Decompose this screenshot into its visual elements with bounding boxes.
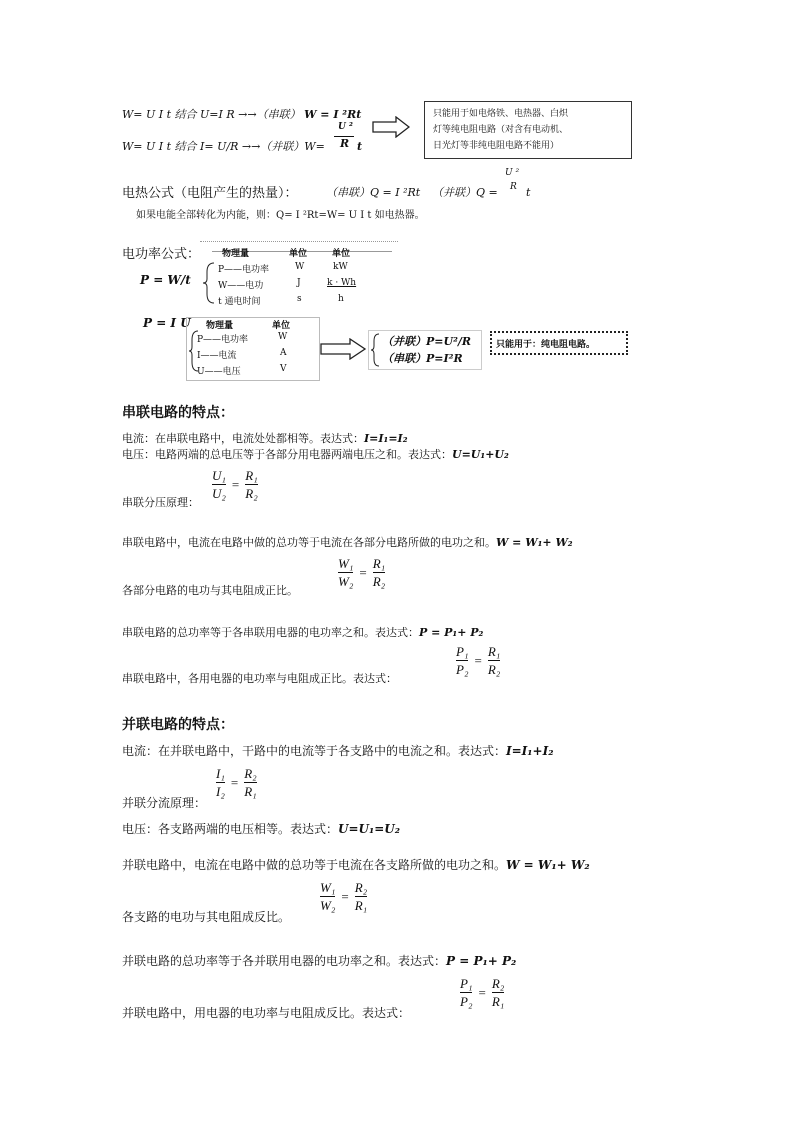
series-current xyxy=(122,430,408,446)
note-box-line1: 只能用于如电烙铁、电热器、白炽 xyxy=(433,109,569,119)
fraction-r xyxy=(245,468,257,501)
numerator: W₁ xyxy=(320,880,336,895)
series-voltage-expr: U=U₁+U₂ xyxy=(452,448,509,461)
power-table2-row3-quantity: U——电压 xyxy=(197,367,241,377)
formula-line-series xyxy=(122,106,361,122)
parallel-work-ratio-formula: $\frac{\text{W₁}}{\text{W₂}}$ = $\frac{\text{R₂}}{\text{R₁}}$ xyxy=(320,880,368,913)
series-power-text: 串联电路的总功率等于各串联用电器的电功率之和。表达式： xyxy=(122,626,419,639)
heat-parallel-den: R xyxy=(510,182,517,192)
series-power-ratio-formula: $\frac{\text{P₁}}{\text{P₂}}$ = $\frac{\text{R₁}}{\text{R₂}}$ xyxy=(456,644,501,677)
power-table2-row1-quantity: P——电功率 xyxy=(197,335,249,345)
note-box-line2: 灯等纯电阻电路（对含有电动机、 xyxy=(433,125,569,135)
fraction-r xyxy=(488,644,500,677)
power-table1-row2-quantity: W——电功 xyxy=(218,281,264,291)
series-work-ratio: 各部分电路的电功与其电阻成正比。 xyxy=(122,584,298,597)
series-divide-label: 串联分压原理： xyxy=(122,496,199,509)
denominator: W₂ xyxy=(320,898,336,913)
parallel-power-text: 并联电路的总功率等于各并联用电器的电功率之和。表达式： xyxy=(122,954,447,968)
parallel-divide-label: 并联分流原理： xyxy=(122,796,207,810)
numerator: P₁ xyxy=(460,976,473,991)
power-dotted-rule xyxy=(200,241,398,242)
denominator: R₁ xyxy=(491,994,505,1009)
heat-formula-title: 电热公式（电阻产生的热量）： xyxy=(122,186,298,201)
series-section-title: 串联电路的特点： xyxy=(122,405,234,421)
formula-parallel-t: t xyxy=(357,140,363,153)
power-table1-row3-unit1: s xyxy=(297,294,302,304)
power-result-parallel: （并联）P=U²/R xyxy=(382,335,472,348)
power-table1-brace xyxy=(202,262,216,307)
parallel-current-text: 电流：在并联电路中，干路中的电流等于各支路中的电流之和。表达式： xyxy=(122,744,507,758)
series-work xyxy=(122,534,573,550)
formula-line-parallel-left: W= U I t 结合 I= U/R →→（并联）W= xyxy=(122,140,325,153)
denominator: R₁ xyxy=(244,784,257,799)
numerator: R₁ xyxy=(487,644,501,659)
formula-parallel-den: R xyxy=(340,137,350,150)
hollow-arrow-icon xyxy=(320,338,366,360)
power-table1-row2-unit2: k · Wh xyxy=(327,278,357,288)
note-box-line3: 日光灯等非纯电阻电路不能用） xyxy=(433,141,560,151)
denominator: I₂ xyxy=(216,784,225,799)
series-work-expr: W = W₁+ W₂ xyxy=(496,536,573,549)
denominator: W₂ xyxy=(338,574,354,589)
power-table2-header-quantity: 物理量 xyxy=(206,321,234,331)
series-work-ratio-formula: $\frac{\text{W₁}}{\text{W₂}}$ = $\frac{\text{R₁}}{\text{R₂}}$ xyxy=(338,556,386,589)
parallel-section-title: 并联电路的特点： xyxy=(122,717,234,733)
parallel-work xyxy=(122,856,590,873)
power-table1-header-unit2: 单位 xyxy=(332,249,351,259)
numerator: I₁ xyxy=(216,766,225,781)
parallel-voltage-text: 电压：各支路两端的电压相等。表达式： xyxy=(122,822,339,836)
formula-parallel-num: U ² xyxy=(338,122,353,132)
pure-resistance-note: 只能用于：纯电阻电路。 xyxy=(496,340,596,350)
power-formula-p-ui: P = I U xyxy=(143,316,191,330)
numerator: U₁ xyxy=(212,468,226,483)
power-table2-row3-unit: V xyxy=(280,364,287,374)
parallel-voltage xyxy=(122,820,400,837)
heat-formula-series: （串联）Q = I ²Rt xyxy=(326,186,421,199)
hollow-arrow-icon xyxy=(372,116,410,138)
power-table1-row3-quantity: t 通电时间 xyxy=(218,297,261,307)
power-table1-row3-unit2: h xyxy=(338,294,344,304)
parallel-work-ratio: 各支路的电功与其电阻成反比。 xyxy=(122,910,291,924)
parallel-work-expr: W = W₁+ W₂ xyxy=(506,858,590,872)
series-power xyxy=(122,624,483,640)
denominator: U₂ xyxy=(212,486,226,501)
heat-formula-parallel: （并联）Q = xyxy=(432,186,498,199)
power-table1-row2-unit1: J xyxy=(297,278,301,288)
power-table1-row1-unit2: kW xyxy=(333,262,348,272)
power-table2-row2-unit: A xyxy=(280,348,287,358)
heat-parallel-num: U ² xyxy=(505,168,520,178)
numerator: R₂ xyxy=(491,976,505,991)
fraction-w xyxy=(320,880,335,913)
formula-w-i2rt: W = I ²Rt xyxy=(304,108,362,121)
power-table1-row1-quantity: P——电功率 xyxy=(218,265,270,275)
numerator: P₁ xyxy=(456,644,469,659)
series-voltage xyxy=(122,446,509,462)
series-current-expr: I=I₁=I₂ xyxy=(364,432,408,445)
numerator: R₁ xyxy=(245,468,258,483)
power-table2-header-unit: 单位 xyxy=(272,321,291,331)
numerator: R₂ xyxy=(354,880,368,895)
denominator: P₂ xyxy=(456,662,469,677)
series-voltage-divider-formula: $\frac{\text{U₁}}{\text{U₂}}$ = $\frac{\text{R₁}}{\text{R₂}}$ xyxy=(212,468,258,501)
fraction-p xyxy=(456,644,468,677)
fraction-u xyxy=(212,468,226,501)
fraction-r xyxy=(373,556,385,589)
denominator: R₁ xyxy=(354,898,368,913)
series-power-ratio: 串联电路中，各用电器的电功率与电阻成正比。表达式： xyxy=(122,672,397,685)
series-work-text: 串联电路中，电流在电路中做的总功等于电流在各部分电路所做的电功之和。 xyxy=(122,536,496,549)
parallel-current-expr: I=I₁+I₂ xyxy=(506,744,554,758)
fraction-r xyxy=(492,976,504,1009)
series-current-text: 电流：在串联电路中，电流处处都相等。表达式： xyxy=(122,432,364,445)
note-box-pure-resistance xyxy=(424,101,632,159)
denominator: R₂ xyxy=(487,662,501,677)
parallel-current xyxy=(122,742,553,759)
numerator: R₁ xyxy=(372,556,386,571)
fraction-i xyxy=(216,766,225,799)
series-power-expr: P = P₁+ P₂ xyxy=(419,626,484,639)
fraction-r xyxy=(355,880,367,913)
denominator: P₂ xyxy=(460,994,473,1009)
parallel-work-text: 并联电路中，电流在电路中做的总功等于电流在各支路所做的电功之和。 xyxy=(122,858,507,872)
formula-line-parallel xyxy=(122,138,325,154)
numerator: R₂ xyxy=(244,766,257,781)
series-voltage-text: 电压：电路两端的总电压等于各部分用电器两端电压之和。表达式： xyxy=(122,448,452,461)
denominator: R₂ xyxy=(372,574,386,589)
pure-resistance-note-box xyxy=(490,331,628,355)
heat-formula-note: 如果电能全部转化为内能，则：Q= I ²Rt=W= U I t 如电热器。 xyxy=(136,210,425,221)
parallel-power xyxy=(122,952,516,969)
numerator: W₁ xyxy=(338,556,354,571)
power-formula-title: 电功率公式： xyxy=(122,247,201,262)
fraction-p xyxy=(460,976,472,1009)
formula-line-series-left: W= U I t 结合 U=I R →→（串联） xyxy=(122,108,301,121)
parallel-voltage-expr: U=U₁=U₂ xyxy=(338,822,401,836)
power-table1-header-quantity: 物理量 xyxy=(222,249,250,259)
parallel-power-ratio: 并联电路中，用电器的电功率与电阻成反比。表达式： xyxy=(122,1006,411,1020)
denominator: R₂ xyxy=(245,486,258,501)
power-result-series: （串联）P=I²R xyxy=(382,352,463,365)
power-formula-p-wt: P = W/t xyxy=(140,273,191,287)
power-table2-row1-unit: W xyxy=(278,332,288,342)
power-table2-row2-quantity: I——电流 xyxy=(197,351,237,361)
fraction-r xyxy=(244,766,256,799)
parallel-current-divider-formula: $\frac{\text{I₁}}{\text{I₂}}$ = $\frac{\text{R₂}}{\text{R₁}}$ xyxy=(216,766,257,799)
heat-parallel-t: t xyxy=(526,186,531,199)
power-table1-row1-unit1: W xyxy=(295,262,305,272)
parallel-power-ratio-formula: $\frac{\text{P₁}}{\text{P₂}}$ = $\frac{\text{R₂}}{\text{R₁}}$ xyxy=(460,976,505,1009)
parallel-power-expr: P = P₁+ P₂ xyxy=(446,954,517,968)
power-table1-header-unit1: 单位 xyxy=(289,249,308,259)
fraction-w xyxy=(338,556,353,589)
